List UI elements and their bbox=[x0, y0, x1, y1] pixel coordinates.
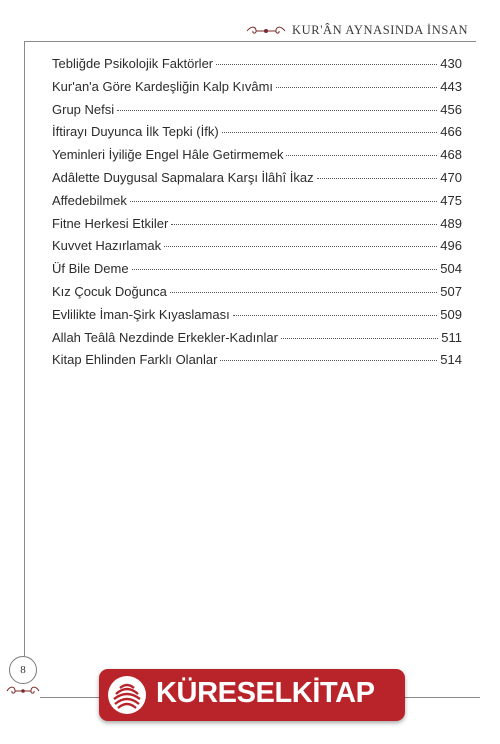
toc-dot-leader bbox=[222, 132, 438, 133]
page-number bbox=[9, 656, 37, 684]
globe-book-logo-icon bbox=[106, 674, 148, 716]
toc-entry bbox=[52, 284, 462, 307]
toc-entry bbox=[52, 330, 462, 353]
toc-dot-leader bbox=[281, 338, 438, 339]
toc-entry-page: 443 bbox=[440, 78, 462, 94]
toc-entry bbox=[52, 147, 462, 170]
scroll-ornament-icon bbox=[5, 685, 41, 697]
toc-dot-leader bbox=[117, 110, 437, 111]
page-number-label: 8 bbox=[20, 664, 26, 676]
toc-entry-title: Kur'an'a Göre Kardeşliğin Kalp Kıvâmı bbox=[52, 78, 274, 94]
toc-entry-title: Kitap Ehlinden Farklı Olanlar bbox=[52, 352, 218, 368]
toc-entry-title: Yeminleri İyiliğe Engel Hâle Getirmemek bbox=[52, 147, 284, 163]
toc-dot-leader bbox=[216, 64, 437, 65]
toc-entry-page: 489 bbox=[440, 215, 462, 231]
toc-entry bbox=[52, 307, 462, 330]
toc-entry-page: 475 bbox=[440, 192, 462, 208]
toc-entry-title: Allah Teâlâ Nezdinde Erkekler-Kadınlar bbox=[52, 329, 278, 345]
toc-entry bbox=[52, 216, 462, 239]
toc-dot-leader bbox=[317, 178, 438, 179]
toc-dot-leader bbox=[233, 315, 438, 316]
frame-top-line bbox=[24, 41, 476, 42]
toc-entry-title: Üf Bile Deme bbox=[52, 261, 129, 277]
toc-entry-page: 466 bbox=[440, 124, 462, 140]
toc-entry-title: Adâlette Duygusal Sapmalara Karşı İlâhî İkaz bbox=[52, 169, 314, 185]
toc-entry-title: Kız Çocuk Doğunca bbox=[52, 283, 167, 299]
toc-entry-title: Grup Nefsi bbox=[52, 101, 115, 117]
toc-dot-leader bbox=[286, 155, 437, 156]
toc-dot-leader bbox=[170, 292, 437, 293]
toc-entry-page: 430 bbox=[440, 56, 462, 71]
table-of-contents bbox=[52, 56, 462, 375]
frame-left-line bbox=[24, 41, 25, 656]
toc-entry bbox=[52, 124, 462, 147]
toc-entry-title: Affedebilmek bbox=[52, 192, 127, 208]
toc-entry bbox=[52, 193, 462, 216]
toc-entry-page: 496 bbox=[440, 238, 462, 254]
toc-entry-page: 468 bbox=[440, 147, 462, 163]
toc-entry bbox=[52, 238, 462, 261]
toc-entry bbox=[52, 170, 462, 193]
watermark-text: KÜRESELKİTAP bbox=[156, 677, 375, 709]
toc-entry-page: 456 bbox=[440, 101, 462, 117]
toc-dot-leader bbox=[171, 224, 437, 225]
running-header bbox=[0, 22, 500, 42]
toc-entry-page: 511 bbox=[441, 329, 462, 345]
toc-dot-leader bbox=[276, 87, 437, 88]
toc-dot-leader bbox=[220, 360, 437, 361]
watermark-logo bbox=[99, 669, 405, 721]
toc-entry bbox=[52, 56, 462, 79]
toc-entry-title: İftirayı Duyunca İlk Tepki (İfk) bbox=[52, 124, 219, 140]
toc-entry-page: 504 bbox=[440, 261, 462, 277]
toc-entry-page: 509 bbox=[440, 306, 462, 322]
header-title: KUR'ÂN AYNASINDA İNSAN bbox=[292, 23, 469, 37]
toc-entry-title: Kuvvet Hazırlamak bbox=[52, 238, 162, 254]
toc-entry-title: Fitne Herkesi Etkiler bbox=[52, 215, 169, 231]
toc-entry bbox=[52, 102, 462, 125]
toc-dot-leader bbox=[132, 269, 438, 270]
toc-entry bbox=[52, 261, 462, 284]
toc-entry bbox=[52, 79, 462, 102]
toc-entry-title: Tebliğde Psikolojik Faktörler bbox=[52, 56, 214, 71]
toc-entry-page: 470 bbox=[440, 169, 462, 185]
toc-entry-page: 514 bbox=[440, 352, 462, 368]
toc-entry-page: 507 bbox=[440, 283, 462, 299]
toc-dot-leader bbox=[130, 201, 437, 202]
toc-entry bbox=[52, 352, 462, 375]
toc-entry-title: Evlilikte İman-Şirk Kıyaslaması bbox=[52, 306, 230, 322]
scroll-ornament-icon bbox=[245, 25, 287, 37]
toc-dot-leader bbox=[164, 246, 437, 247]
